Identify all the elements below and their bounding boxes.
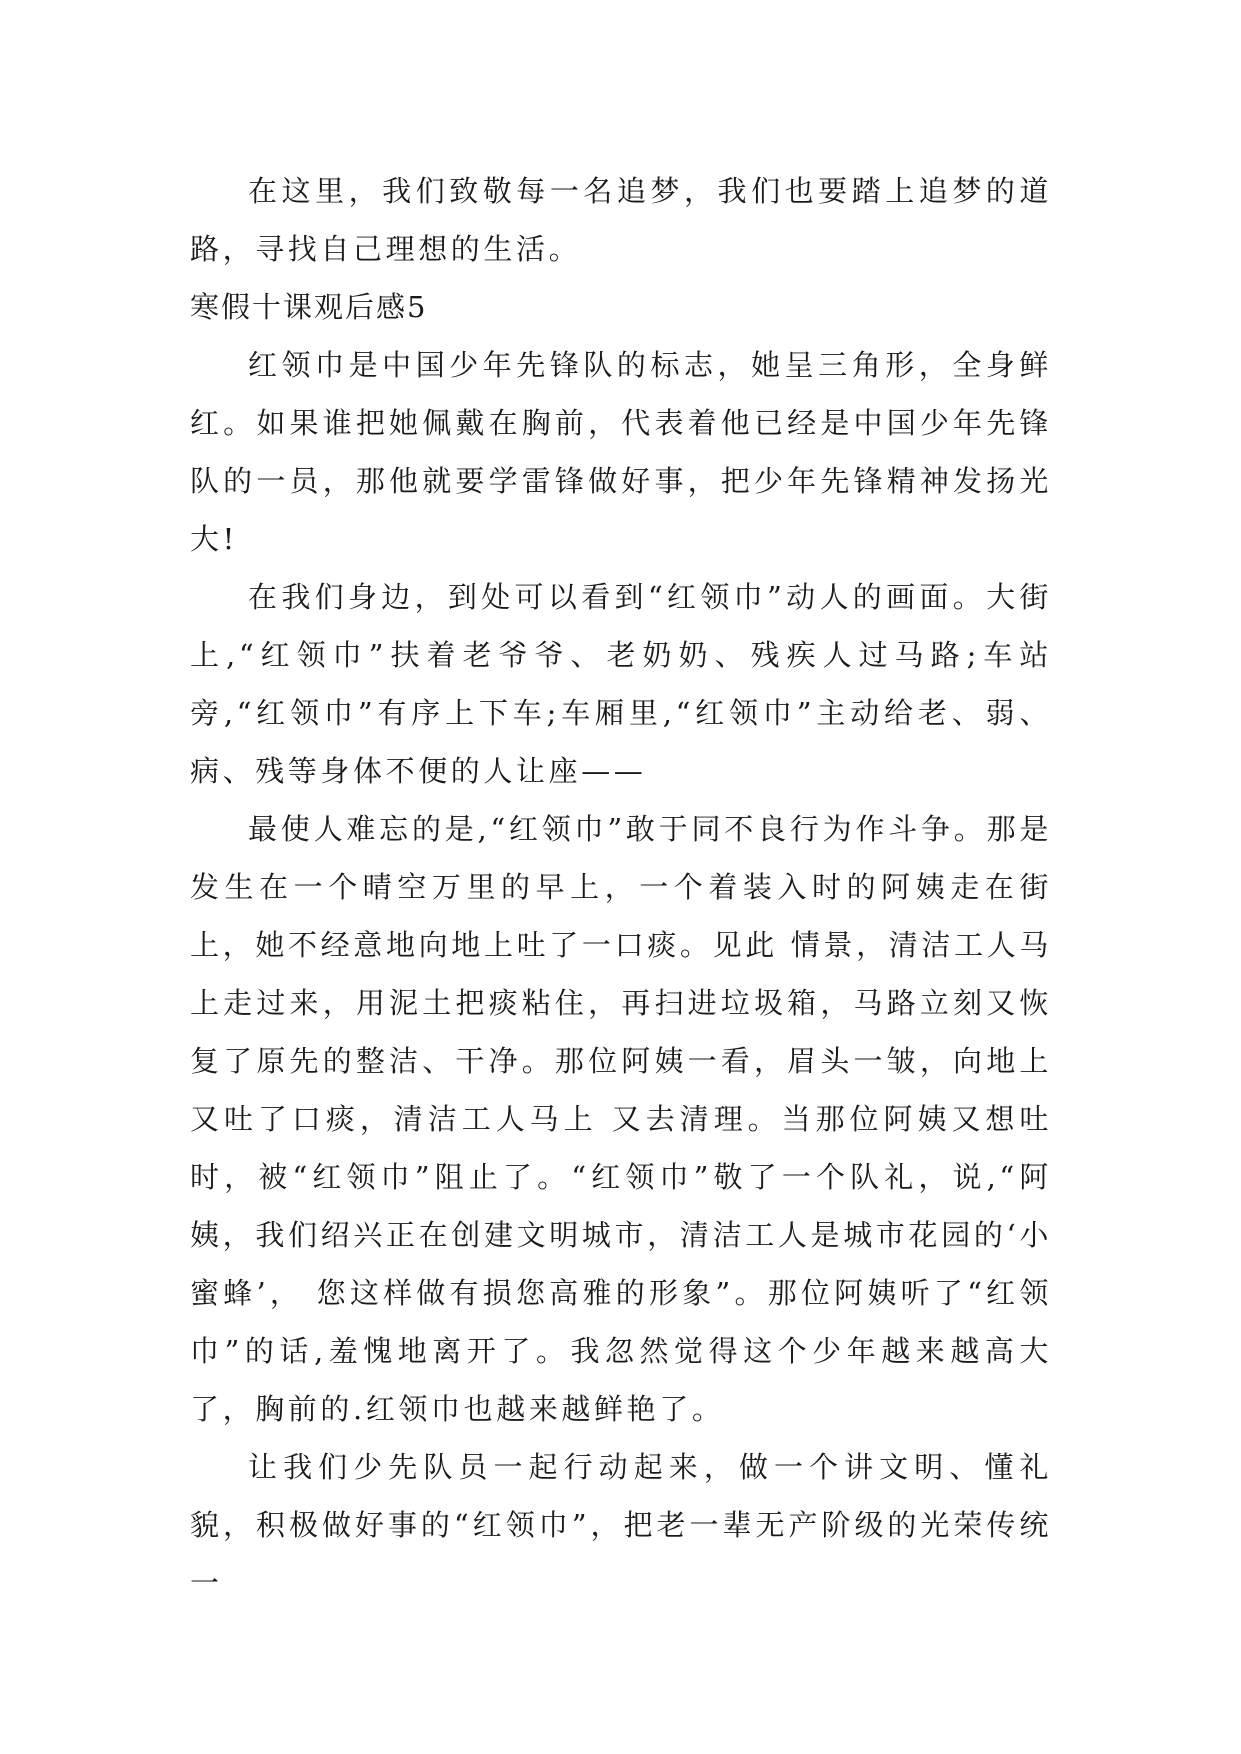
document-body [190,162,1052,1612]
paragraph-call-to-action: 让我们少先队员一起行动起来，做一个讲文明、懂礼貌，积极做好事的“红领巾”，把老一辈无产阶级的光荣传统一 [190,1450,1052,1600]
paragraph-intro: 在这里，我们致敬每一名追梦，我们也要踏上追梦的道路，寻找自己理想的生活。 [190,174,1052,266]
paragraph-red-scarf-scenes: 在我们身边，到处可以看到“红领巾”动人的画面。大街上,“红领巾”扶着老爷爷、老奶奶、残疾人过马路;车站旁,“红领巾”有序上下车;车厢里,“红领巾”主动给老、弱、病、残等身体不便的人让座—— [190,580,1052,788]
paragraph-memorable-story: 最使人难忘的是,“红领巾”敢于同不良行为作斗争。那是发生在一个晴空万里的早上，一个着装入时的阿姨走在街上，她不经意地向地上吐了一口痰。见此 情景，清洁工人马上走过来，用泥土把痰粘住，再扫进垃圾箱，马路立刻又恢复了原先的整洁、干净。那位阿姨一看，眉头一皱，向地上又吐了口痰，清洁工人马上 又去清理。当那位阿姨又想吐时，被“红领巾”阻止了。“红领巾”敬了一个队礼，说,“阿姨，我们绍兴正在创建文明城市，清洁工人是城市花园的‘小蜜蜂’， 您这样做有损您高雅的形象”。那位阿姨听了“红领巾”的话,羞愧地离开了。我忽然觉得这个少年越来越高大了，胸前的.红领巾也越来越鲜艳了。 [190,812,1052,1426]
section-heading: 寒假十课观后感5 [190,290,428,324]
paragraph-red-scarf-symbol: 红领巾是中国少年先锋队的标志，她呈三角形，全身鲜红。如果谁把她佩戴在胸前，代表着他已经是中国少年先锋队的一员，那他就要学雷锋做好事，把少年先锋精神发扬光大! [190,348,1052,556]
